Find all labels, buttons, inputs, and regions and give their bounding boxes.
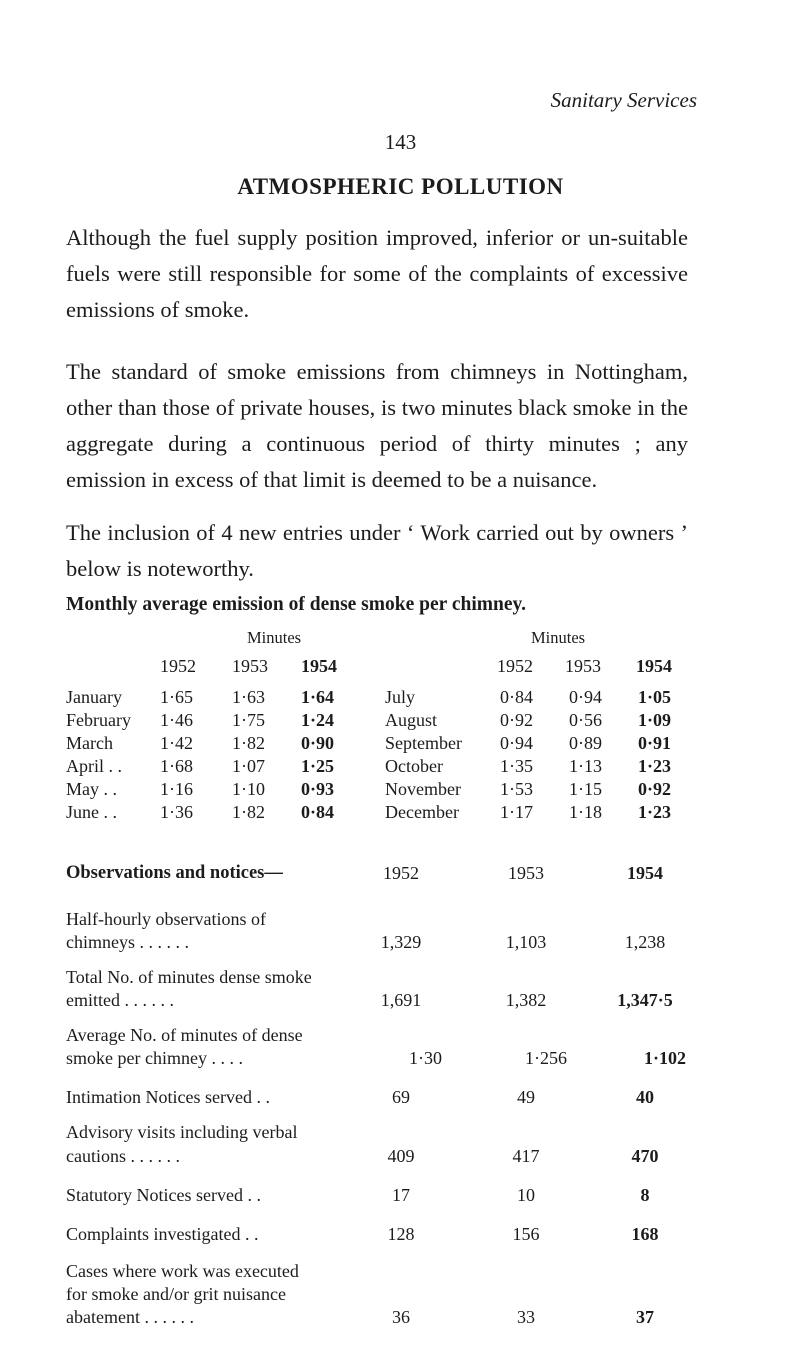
obs-value-1954: 40: [636, 1087, 654, 1107]
value-1954: 0·92: [638, 779, 672, 799]
value-1954: 1·64: [301, 687, 335, 707]
obs-value-1952: 128: [387, 1224, 415, 1244]
page-title: ATMOSPHERIC POLLUTION: [237, 174, 564, 199]
value-1954: 0·90: [301, 733, 335, 753]
obs-label-line: Half-hourly observations of: [66, 909, 266, 929]
obs-value-1952: 17: [392, 1185, 410, 1205]
value-1953: 1·75: [232, 710, 265, 730]
obs-year-header: 1953: [508, 863, 544, 883]
value-1953: 1·10: [232, 779, 265, 799]
value-1954: 1·23: [638, 802, 672, 822]
month-label: June . .: [66, 802, 117, 822]
obs-value-1954: 1,347·5: [617, 990, 673, 1010]
month-label: August: [385, 710, 438, 730]
year-header: 1953: [232, 656, 268, 676]
year-header: 1952: [497, 656, 533, 676]
month-label: September: [385, 733, 462, 753]
obs-label-line: Advisory visits including verbal: [66, 1122, 298, 1142]
obs-value-1953: 49: [517, 1087, 535, 1107]
paragraph-1: Although the fuel supply position improved, inferior or un-suitable fuels were still responsible for some of the complaints of excessive emissions of smoke.: [66, 225, 688, 322]
value-1953: 1·18: [569, 802, 602, 822]
value-1953: 0·94: [569, 687, 602, 707]
value-1952: 1·17: [500, 802, 533, 822]
obs-value-1954: 1,238: [624, 932, 666, 952]
obs-label-line: Intimation Notices served . .: [66, 1087, 270, 1107]
value-1953: 1·63: [232, 687, 265, 707]
monthly-table-title: Monthly average emission of dense smoke per chimney.: [66, 594, 527, 615]
obs-value-1952: 1,329: [380, 932, 422, 952]
obs-label-line: emitted . . . . . .: [66, 990, 174, 1010]
value-1953: 1·15: [569, 779, 602, 799]
obs-label-line: chimneys . . . . . .: [66, 932, 189, 952]
value-1952: 0·92: [500, 710, 533, 730]
obs-value-1954: 168: [631, 1224, 659, 1244]
obs-label-line: Average No. of minutes of dense: [66, 1025, 303, 1045]
obs-label-line: for smoke and/or grit nuisance: [66, 1284, 286, 1304]
obs-value-1953: 10: [517, 1185, 535, 1205]
month-label: April . .: [66, 756, 122, 776]
month-label: November: [385, 779, 461, 799]
year-header: 1954: [301, 656, 337, 676]
value-1952: 1·46: [160, 710, 193, 730]
obs-value-1952: 1·30: [409, 1048, 442, 1068]
paragraph-3: The inclusion of 4 new entries under ‘ Work carried out by owners ’ below is noteworthy.: [66, 520, 688, 581]
obs-label-line: Complaints investigated . .: [66, 1224, 259, 1244]
value-1953: 0·56: [569, 710, 602, 730]
obs-label-line: abatement . . . . . .: [66, 1307, 194, 1327]
value-1952: 1·68: [160, 756, 193, 776]
value-1954: 1·25: [301, 756, 335, 776]
paragraph-2: The standard of smoke emissions from chimneys in Nottingham, other than those of private houses, is two minutes black smoke in the aggregate during a continuous period of thirty minutes ; any emission in excess of that limit is deemed to be a nuisance.: [66, 359, 688, 492]
year-header: 1952: [160, 656, 196, 676]
value-1952: 1·65: [160, 687, 193, 707]
obs-value-1952: 36: [392, 1307, 410, 1327]
obs-value-1952: 1,691: [380, 990, 422, 1010]
month-label: March: [66, 733, 113, 753]
obs-value-1954: 470: [631, 1146, 659, 1166]
minutes-label-left: Minutes: [247, 628, 302, 647]
value-1954: 0·93: [301, 779, 335, 799]
value-1952: 1·36: [160, 802, 193, 822]
value-1954: 0·84: [301, 802, 335, 822]
month-label: February: [66, 710, 131, 730]
minutes-label-right: Minutes: [531, 628, 586, 647]
obs-value-1953: 1·256: [525, 1048, 567, 1068]
observations-title: Observations and notices—: [66, 863, 283, 883]
value-1954: 1·23: [638, 756, 672, 776]
obs-value-1953: 156: [512, 1224, 540, 1244]
value-1952: 0·94: [500, 733, 533, 753]
obs-year-header: 1952: [383, 863, 419, 883]
value-1953: 1·07: [232, 756, 265, 776]
value-1953: 0·89: [569, 733, 602, 753]
obs-value-1953: 33: [517, 1307, 535, 1327]
obs-label-line: Statutory Notices served . .: [66, 1185, 261, 1205]
value-1954: 0·91: [638, 733, 672, 753]
value-1953: 1·82: [232, 733, 265, 753]
year-header: 1954: [636, 656, 672, 676]
year-header: 1953: [565, 656, 601, 676]
obs-year-header: 1954: [627, 863, 663, 883]
obs-label-line: cautions . . . . . .: [66, 1146, 180, 1166]
value-1954: 1·09: [638, 710, 672, 730]
obs-label-line: Cases where work was executed: [66, 1261, 299, 1281]
page-number: 143: [384, 130, 417, 154]
obs-value-1954: 8: [640, 1185, 650, 1205]
obs-label-line: smoke per chimney . . . .: [66, 1048, 243, 1068]
obs-value-1954: 1·102: [643, 1048, 686, 1068]
value-1952: 0·84: [500, 687, 533, 707]
obs-label-line: Total No. of minutes dense smoke: [66, 967, 312, 987]
value-1952: 1·16: [160, 779, 193, 799]
obs-value-1953: 1,103: [505, 932, 547, 952]
value-1953: 1·82: [232, 802, 265, 822]
value-1954: 1·24: [301, 710, 335, 730]
month-label: December: [385, 802, 459, 822]
value-1952: 1·42: [160, 733, 193, 753]
running-header: Sanitary Services: [550, 88, 697, 112]
obs-value-1953: 417: [512, 1146, 540, 1166]
month-label: January: [66, 687, 122, 707]
obs-value-1952: 69: [392, 1087, 410, 1107]
month-label: July: [385, 687, 416, 707]
obs-value-1954: 37: [636, 1307, 654, 1327]
value-1952: 1·53: [500, 779, 533, 799]
obs-value-1952: 409: [387, 1146, 415, 1166]
value-1953: 1·13: [569, 756, 602, 776]
value-1954: 1·05: [638, 687, 672, 707]
month-label: October: [385, 756, 443, 776]
month-label: May . .: [66, 779, 117, 799]
value-1952: 1·35: [500, 756, 533, 776]
obs-value-1953: 1,382: [505, 990, 547, 1010]
